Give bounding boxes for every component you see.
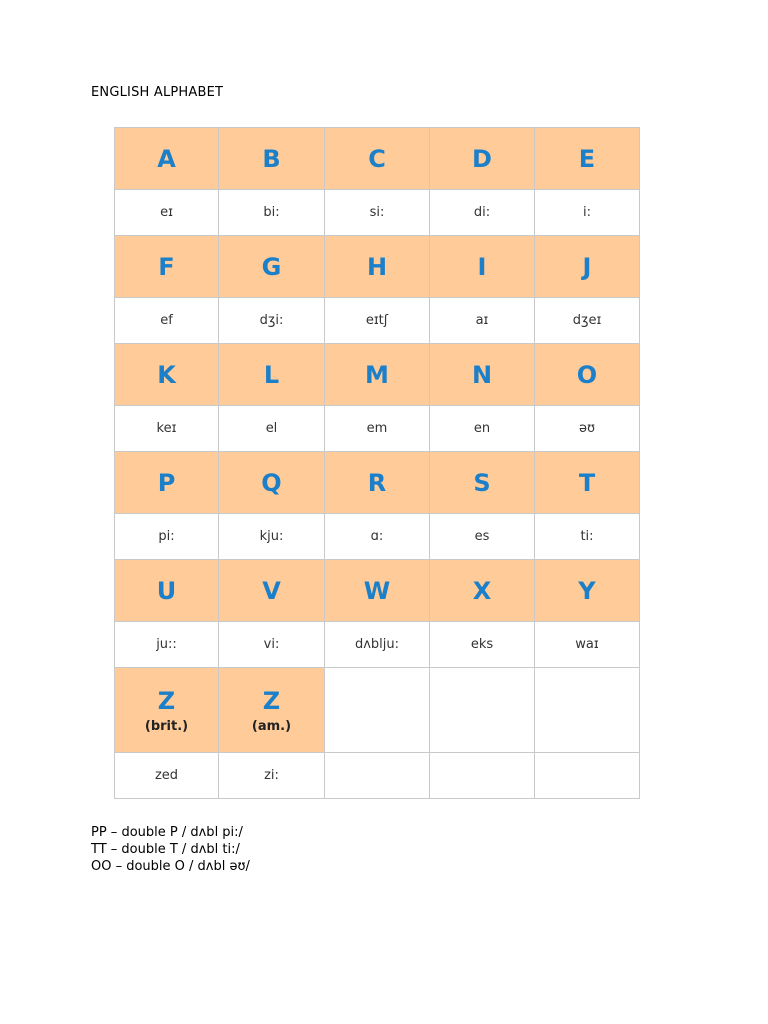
phonetic-cell: en [430,406,535,452]
phonetic-cell: ef [115,298,219,344]
letter: W [363,576,391,605]
letter: L [263,360,280,389]
letter-cell [219,452,325,514]
phonetic-cell: el [219,406,325,452]
letter-variant: (am.) [251,718,292,734]
letter: G [261,252,282,281]
phonetic-row [115,622,640,668]
letter-cell [219,668,325,753]
phonetic-cell: dʒi: [219,298,325,344]
letter-cell [219,344,325,406]
letter-row [115,668,640,753]
phonetic-cell: es [430,514,535,560]
letter: X [472,576,492,605]
letter-cell [430,344,535,406]
letter-cell [325,560,430,622]
letter: R [367,468,387,497]
letter-row [115,344,640,406]
letter-cell [430,236,535,298]
letter-cell [115,236,219,298]
phonetic-cell: zi: [219,753,325,799]
letter-cell [115,344,219,406]
phonetic-cell: keɪ [115,406,219,452]
letter: Z [262,686,281,715]
phonetic-cell: eks [430,622,535,668]
letter-cell [115,452,219,514]
letter: U [156,576,177,605]
phonetic-cell: bi: [219,190,325,236]
phonetic-cell: əʊ [535,406,640,452]
letter: V [262,576,281,605]
letter-cell [535,128,640,190]
letter-cell [219,560,325,622]
letter: H [366,252,388,281]
phonetic-cell: di: [430,190,535,236]
letter: A [157,144,176,173]
letter: Y [578,576,596,605]
phonetic-cell: zed [115,753,219,799]
letter: E [578,144,596,173]
letter: J [582,252,592,281]
letter-cell [430,128,535,190]
phonetic-cell: em [325,406,430,452]
letter-cell [115,560,219,622]
letter: C [368,144,386,173]
phonetic-row [115,298,640,344]
letter-cell [325,344,430,406]
letter-cell [219,236,325,298]
letter-cell [115,668,219,753]
phonetic-cell [430,753,535,799]
letter: P [157,468,176,497]
double-letter-notes [91,824,250,875]
letter-cell [535,452,640,514]
letter-cell [430,560,535,622]
letter: T [578,468,596,497]
letter-cell [535,344,640,406]
phonetic-cell: vi: [219,622,325,668]
empty-cell [325,668,430,753]
letter: D [472,144,492,173]
letter: S [473,468,491,497]
letter-cell [219,128,325,190]
letter-cell [325,452,430,514]
phonetic-cell: i: [535,190,640,236]
letter: Q [261,468,282,497]
phonetic-cell [535,753,640,799]
phonetic-row [115,406,640,452]
empty-cell [535,668,640,753]
letter-row [115,560,640,622]
phonetic-cell: eɪtʃ [325,298,430,344]
phonetic-row [115,753,640,799]
phonetic-cell: pi: [115,514,219,560]
letter-variant: (brit.) [144,718,189,734]
empty-cell [430,668,535,753]
phonetic-cell: kju: [219,514,325,560]
letter: B [262,144,281,173]
letter: M [365,360,389,389]
letter-cell [535,560,640,622]
letter: Z [157,686,176,715]
letter-cell [430,452,535,514]
phonetic-cell: dʌblju: [325,622,430,668]
phonetic-cell: waɪ [535,622,640,668]
letter: O [576,360,598,389]
letter-cell [535,236,640,298]
letter-row [115,236,640,298]
note-line: TT – double T / dʌbl ti:/ [91,842,240,857]
phonetic-cell: ju:: [115,622,219,668]
letter-row [115,452,640,514]
phonetic-row [115,190,640,236]
letter: I [477,252,487,281]
alphabet-table [114,127,640,799]
phonetic-cell: ti: [535,514,640,560]
phonetic-cell: eɪ [115,190,219,236]
phonetic-cell: si: [325,190,430,236]
phonetic-row [115,514,640,560]
phonetic-cell: aɪ [430,298,535,344]
letter: K [157,360,176,389]
phonetic-cell [325,753,430,799]
letter: F [158,252,175,281]
page-title: ENGLISH ALPHABET [91,85,224,100]
letter-row [115,128,640,190]
letter-cell [325,128,430,190]
phonetic-cell: ɑ: [325,514,430,560]
letter-cell [325,236,430,298]
letter: N [471,360,493,389]
note-line: OO – double O / dʌbl əʊ/ [91,859,250,874]
phonetic-cell: dʒeɪ [535,298,640,344]
letter-cell [115,128,219,190]
note-line: PP – double P / dʌbl pi:/ [91,825,243,840]
